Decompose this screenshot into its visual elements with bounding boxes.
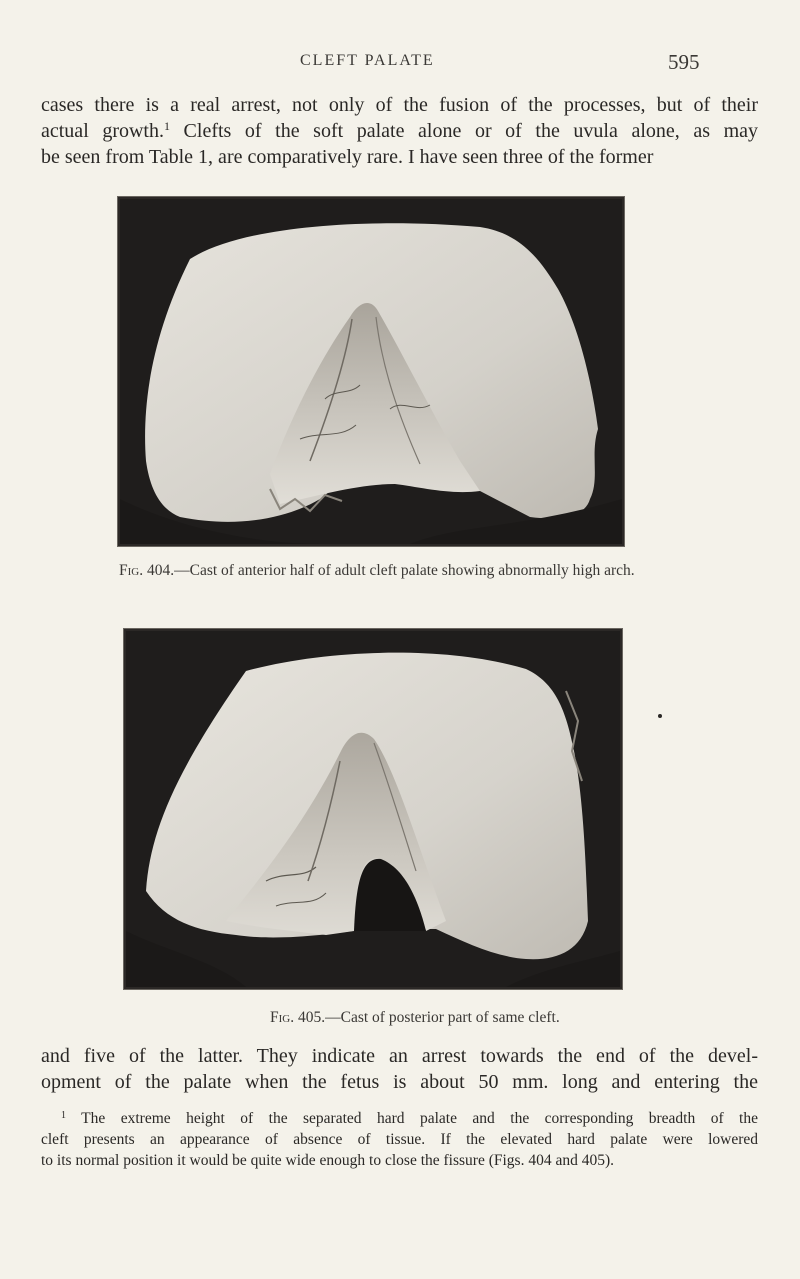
footnote-number: 1 [61, 1110, 66, 1121]
palate-cast-posterior-image [126, 631, 620, 987]
page-number: 595 [668, 50, 700, 74]
running-head [0, 50, 800, 80]
paragraph-line: opment of the palate when the fetus is about 50 mm. long and entering the [41, 1071, 758, 1093]
figure-caption-text: —Cast of posterior part of same cleft. [325, 1009, 560, 1026]
paragraph-text: actual growth. [41, 120, 164, 142]
palate-cast-anterior-image [120, 199, 622, 544]
figure-405-photo [124, 629, 622, 989]
footnote-line [41, 1108, 758, 1129]
paragraph-line: be seen from Table 1, are comparatively rare. I have seen three of the former [41, 146, 654, 168]
figure-caption-text: —Cast of anterior half of adult cleft palate showing abnormally high arch. [174, 562, 635, 579]
paragraph-bottom [41, 1043, 758, 1095]
figure-405-caption [270, 1009, 560, 1027]
print-speck [658, 714, 662, 718]
figure-label: Fig. 405. [270, 1009, 326, 1026]
figure-404-caption [119, 562, 635, 580]
paragraph-line [41, 118, 758, 144]
paragraph-line: and five of the latter. They indicate an arrest towards the end of the devel- [41, 1045, 758, 1067]
footnote-text: The extreme height of the separated hard palate and the corresponding breadth of the [66, 1110, 758, 1127]
paragraph-top [41, 92, 758, 170]
footnote-line: cleft presents an appearance of absence of tissue. If the elevated hard palate were lowered [41, 1131, 758, 1148]
figure-label: Fig. 404. [119, 562, 175, 579]
paragraph-text: Clefts of the soft palate alone or of the uvula alone, as may [169, 120, 758, 142]
paragraph-line: cases there is a real arrest, not only of the fusion of the processes, but of their [41, 94, 758, 116]
footnote [41, 1108, 758, 1171]
footnote-marker: 1 [163, 119, 170, 133]
footnote-line: to its normal position it would be quite wide enough to close the fissure (Figs. 404 and 405). [41, 1152, 615, 1169]
running-title: CLEFT PALATE [300, 52, 435, 69]
figure-404-photo [118, 197, 624, 546]
